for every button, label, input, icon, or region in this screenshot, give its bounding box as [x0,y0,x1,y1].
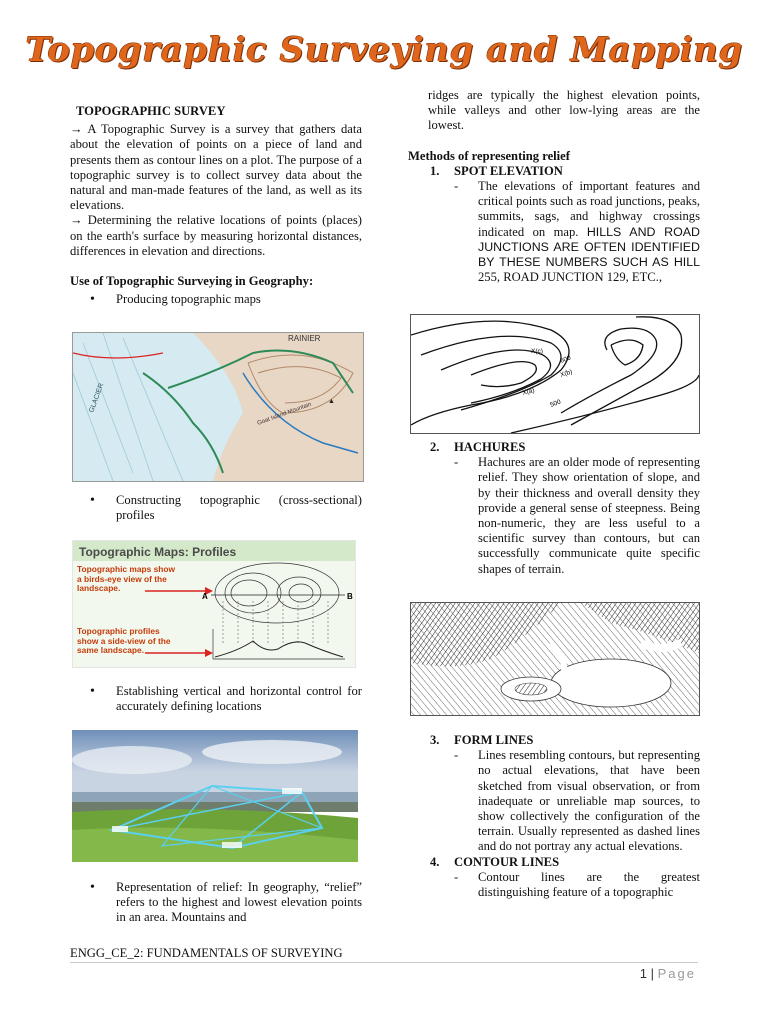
contour-label-xc: X(c) [531,348,543,355]
map-label-mountain: Goat Island Mountain [256,401,313,427]
bullet-producing-maps: • Producing topographic maps [70,292,362,307]
paragraph-determining: → Determining the relative locations of points (places) on the earth's surface by measuring horizontal distances, differences in elevation and directions. [70,213,362,258]
arrow-icon: → [70,213,83,228]
method-body-spot-elevation: - The elevations of important features and critical points such as road junctions, peaks, summits, sags, and highway crossings indicated on map. HILLS AND ROAD JUNCTIONS ARE OFTEN IDENTIFIED BY THESE NUMBERS SUCH AS HILL 255, ROAD JUNCTION 129, ETC., [408,179,700,285]
topographic-profiles-image [72,540,356,668]
document-title: Topographic Surveying and Mapping [25,30,743,70]
survey-landscape-photo [72,730,358,862]
contour-spot-elevation-image [410,314,700,434]
left-bullet-relief [70,880,362,926]
hachures-image [410,602,700,716]
right-column [408,88,700,285]
contour-label-600: 600 [559,354,572,365]
profiles-drawing [73,541,355,667]
profiles-text-maps: Topographic maps show a birds-eye view of the landscape. [77,565,176,593]
relief-continuation: ridges are typically the highest elevation points, while valleys and other low-lying areas are the lowest. [428,88,700,133]
contour-label-xa: X(a) [521,386,536,397]
map-label-glacier: GLACIER [88,382,106,414]
page-number: 1 | Page [639,966,696,981]
section-heading-topographic-survey: TOPOGRAPHIC SURVEY [76,104,226,118]
contour-label-xb: X(b) [559,368,574,379]
right-form-lines [408,733,700,900]
profiles-title: Topographic Maps: Profiles [79,545,237,559]
hachures-drawing [411,603,699,715]
map-drawing [73,333,363,481]
paragraph-definition: → A Topographic Survey is a survey that gathers data about the elevation of points on a piece of land and presents them as contour lines on a plot. The purpose of a topographic survey is to collect survey data about the natural and man-made features of the land, as well as its elevations. [70,122,362,213]
footer-course: ENGG_CE_2: FUNDAMENTALS OF SURVEYING [70,946,343,960]
topographic-map-image [72,332,364,482]
method-heading-spot-elevation: 1. SPOT ELEVATION [430,163,563,178]
bullet-constructing-profiles: • Constructing topographic (cross-sectional) profiles [70,493,362,523]
method-heading-hachures: 2. HACHURES [430,440,526,454]
left-column [70,104,362,307]
method-heading-contour-lines: 4. CONTOUR LINES [430,854,560,869]
photo-drawing [72,730,358,862]
footer-divider [70,962,698,963]
bullet-representation-of-relief: • Representation of relief: In geography, “relief” refers to the highest and lowest elevation points in an area. Mountains and [70,880,362,926]
left-bullet-profiles [70,493,362,523]
right-hachures [408,440,700,577]
arrow-icon: → [70,122,83,137]
map-peak-icon: ▲ [328,398,335,405]
use-heading: Use of Topographic Surveying in Geography: [70,274,314,289]
methods-heading: Methods of representing relief [408,148,570,163]
contour-label-500: 500 [549,398,562,409]
method-body-hachures: - Hachures are an older mode of representing relief. They show orientation of slope, and by their thickness and overall density they provide a general sense of steepness. Being non-numeric, they are less useful to a scientific survey than contours, but can successfully communicate quite specific shapes of terrain. [408,455,700,577]
left-bullet-control [70,684,362,714]
method-body-form-lines: - Lines resembling contours, but representing no actual elevations, that have been sketched from visual observation, or from inadequate or unreliable map sources, to show collectively the configuration of the terrain. Usually represented as dashed lines and do not portray any actual elevations. [408,748,700,854]
profile-label-b: B [347,592,353,601]
bullet-establishing-control: • Establishing vertical and horizontal control for accurately defining locations [70,684,362,714]
method-heading-form-lines: 3. FORM LINES [430,733,534,747]
profile-label-a: A [202,592,208,601]
profiles-text-profiles: Topographic profiles show a side-view of the same landscape. [77,627,171,655]
contour-drawing [411,315,699,433]
map-label-rainier: RAINIER [288,334,321,343]
method-body-contour-lines: - Contour lines are the greatest distinguishing feature of a topographic [408,870,700,900]
